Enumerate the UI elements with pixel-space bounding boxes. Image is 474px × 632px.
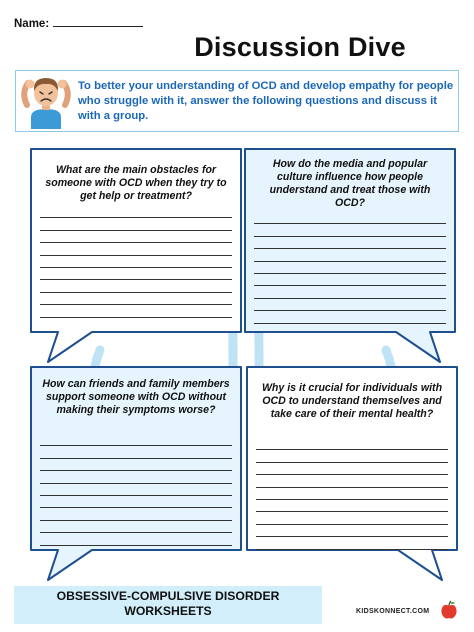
apple-icon [440, 600, 458, 620]
answer-lines-3[interactable] [40, 434, 232, 546]
name-blank[interactable] [53, 17, 143, 27]
page-title: Discussion Dive [194, 32, 406, 62]
question-text-1: What are the main obstacles for someone with OCD when they try to get help or treatment? [45, 164, 227, 202]
question-card-3 [30, 366, 244, 586]
question-text-3: How can friends and family members support someone with OCD without making their symptoms worse? [42, 378, 230, 416]
name-field [14, 17, 143, 30]
stressed-person-icon [19, 71, 73, 129]
answer-lines-1[interactable] [40, 206, 232, 318]
question-card-1 [30, 148, 244, 368]
brand-name[interactable]: KIDSKONNECT.COM [356, 608, 430, 615]
intro-text: To better your understanding of OCD and develop empathy for people who struggle with it, answer the following questions and discuss it with a group. [78, 80, 454, 122]
question-text-4: Why is it crucial for individuals with OCD to understand themselves and take care of their mental health? [261, 382, 443, 420]
footer-title [14, 589, 322, 619]
name-label: Name: [14, 18, 50, 30]
question-card-4 [246, 366, 460, 586]
answer-lines-2[interactable] [254, 212, 446, 324]
question-text-2: How do the media and popular culture influence how people understand and treat those with OCD? [269, 158, 431, 209]
footer-title-line-1: OBSESSIVE-COMPULSIVE DISORDER [56, 589, 280, 603]
intro-box [15, 70, 459, 132]
footer-title-line-2: WORKSHEETS [124, 604, 212, 618]
answer-lines-4[interactable] [256, 438, 448, 550]
question-card-2 [244, 148, 458, 368]
